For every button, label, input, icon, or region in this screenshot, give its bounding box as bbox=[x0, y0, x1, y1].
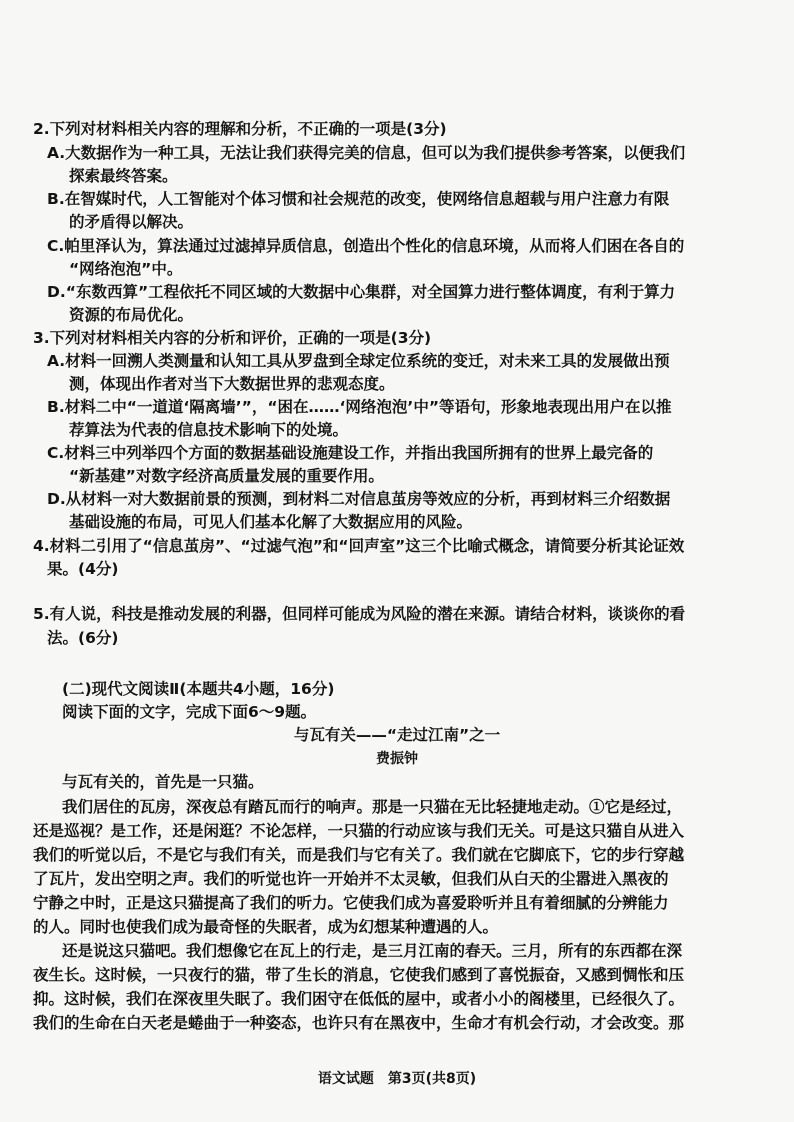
q3-option-c: C.材料三中列举四个方面的数据基础设施建设工作，并指出我国所拥有的世界上最完备的 bbox=[47, 444, 654, 462]
q3-option-b: B.材料二中“一道道‘隔离墙’”，“困在……‘网络泡泡’中”等语句，形象地表现出用户在以推 bbox=[47, 398, 672, 416]
q2-option-b: B.在智媒时代，人工智能对个体习惯和社会规范的改变，使网络信息超载与用户注意力有限 bbox=[47, 190, 670, 208]
q2-option-c-cont: “网络泡泡”中。 bbox=[69, 260, 183, 278]
q2-option-a-cont: 探索最终答案。 bbox=[69, 167, 178, 185]
q2-option-d-cont: 资源的布局优化。 bbox=[69, 306, 194, 324]
passage-paragraph-2-line: 的人。同时也使我们成为最奇怪的失眠者，成为幻想某种遭遇的人。 bbox=[33, 917, 499, 936]
passage-paragraph-2-line: 宁静之中时，正是这只猫提高了我们的听力。它使我们成为喜爱聆听并且有着细腻的分辨能力 bbox=[33, 893, 669, 912]
q3-option-c-cont: “新基建”对数字经济高质量发展的重要作用。 bbox=[69, 467, 384, 485]
q3-option-a: A.材料一回溯人类测量和认知工具从罗盘到全球定位系统的变迁，对未来工具的发展做出预 bbox=[47, 352, 670, 370]
passage-paragraph-3-line: 抑。这时候，我们在深夜里失眠了。我们困守在低低的屋中，或者小小的阁楼里，已经很久了。 bbox=[33, 989, 685, 1008]
passage-paragraph-1: 与瓦有关的，首先是一只猫。 bbox=[62, 772, 264, 791]
section-instruction: 阅读下面的文字，完成下面6～9题。 bbox=[62, 703, 317, 721]
passage-paragraph-3-line: 我们的生命在白天老是蜷曲于一种姿态，也许只有在黑夜中，生命才有机会行动，才会改变。那 bbox=[33, 1013, 685, 1032]
q2-option-a: A.大数据作为一种工具，无法让我们获得完美的信息，但可以为我们提供参考答案，以便我们 bbox=[47, 144, 686, 162]
q4-stem: 4.材料二引用了“信息茧房”、“过滤气泡”和“回声室”这三个比喻式概念，请简要分析其论证效 bbox=[33, 537, 685, 555]
q3-option-d: D.从材料一对大数据前景的预测，到材料二对信息茧房等效应的分析，再到材料三介绍数据 bbox=[47, 490, 671, 508]
passage-paragraph-2-line: 我们居住的瓦房，深夜总有踏瓦而行的响声。那是一只猫在无比轻捷地走动。①它是经过， bbox=[62, 797, 683, 816]
passage-author: 费振钟 bbox=[376, 751, 418, 767]
q2-option-c: C.帕里泽认为，算法通过过滤掉异质信息，创造出个性化的信息环境，从而将人们困在各自的 bbox=[47, 237, 685, 255]
q3-option-a-cont: 测，体现出作者对当下大数据世界的悲观态度。 bbox=[69, 375, 395, 393]
passage-paragraph-3-line: 还是说这只猫吧。我们想像它在瓦上的行走，是三月江南的春天。三月，所有的东西都在深 bbox=[62, 941, 683, 960]
q3-stem: 3.下列对材料相关内容的分析和评价，正确的一项是(3分) bbox=[33, 329, 432, 347]
q2-stem: 2.下列对材料相关内容的理解和分析，不正确的一项是(3分) bbox=[33, 120, 447, 138]
q2-option-d: D.“东数西算”工程依托不同区域的大数据中心集群，对全国算力进行整体调度，有利于算力 bbox=[47, 283, 676, 301]
q5-stem-cont: 法。(6分) bbox=[47, 629, 119, 647]
q3-option-b-cont: 荐算法为代表的信息技术影响下的处境。 bbox=[69, 421, 349, 439]
passage-paragraph-3-line: 夜生长。这时候，一只夜行的猫，带了生长的消息，它使我们感到了喜悦振奋，又感到惆怅和压 bbox=[33, 965, 685, 984]
q4-stem-cont: 果。(4分) bbox=[47, 560, 119, 578]
page-footer: 语文试题 第3页(共8页) bbox=[317, 1071, 477, 1087]
section-heading: (二)现代文阅读Ⅱ(本题共4小题，16分) bbox=[62, 680, 335, 698]
q2-option-b-cont: 的矛盾得以解决。 bbox=[69, 213, 194, 231]
passage-paragraph-2-line: 我们的听觉以后，不是它与我们有关，而是我们与它有关了。我们就在它脚底下，它的步行穿越 bbox=[33, 845, 685, 864]
q3-option-d-cont: 基础设施的布局，可见人们基本化解了大数据应用的风险。 bbox=[69, 513, 473, 531]
passage-title: 与瓦有关——“走过江南”之一 bbox=[293, 726, 501, 744]
passage-paragraph-2-line: 了瓦片，发出空明之声。我们的听觉也许一开始并不太灵敏，但我们从白天的尘嚣进入黑夜的 bbox=[33, 869, 669, 888]
passage-paragraph-2-line: 还是巡视？是工作，还是闲逛？不论怎样，一只猫的行动应该与我们无关。可是这只猫自从进入 bbox=[33, 821, 685, 840]
q5-stem: 5.有人说，科技是推动发展的利器，但同样可能成为风险的潜在来源。请结合材料，谈谈你的看 bbox=[33, 605, 686, 623]
